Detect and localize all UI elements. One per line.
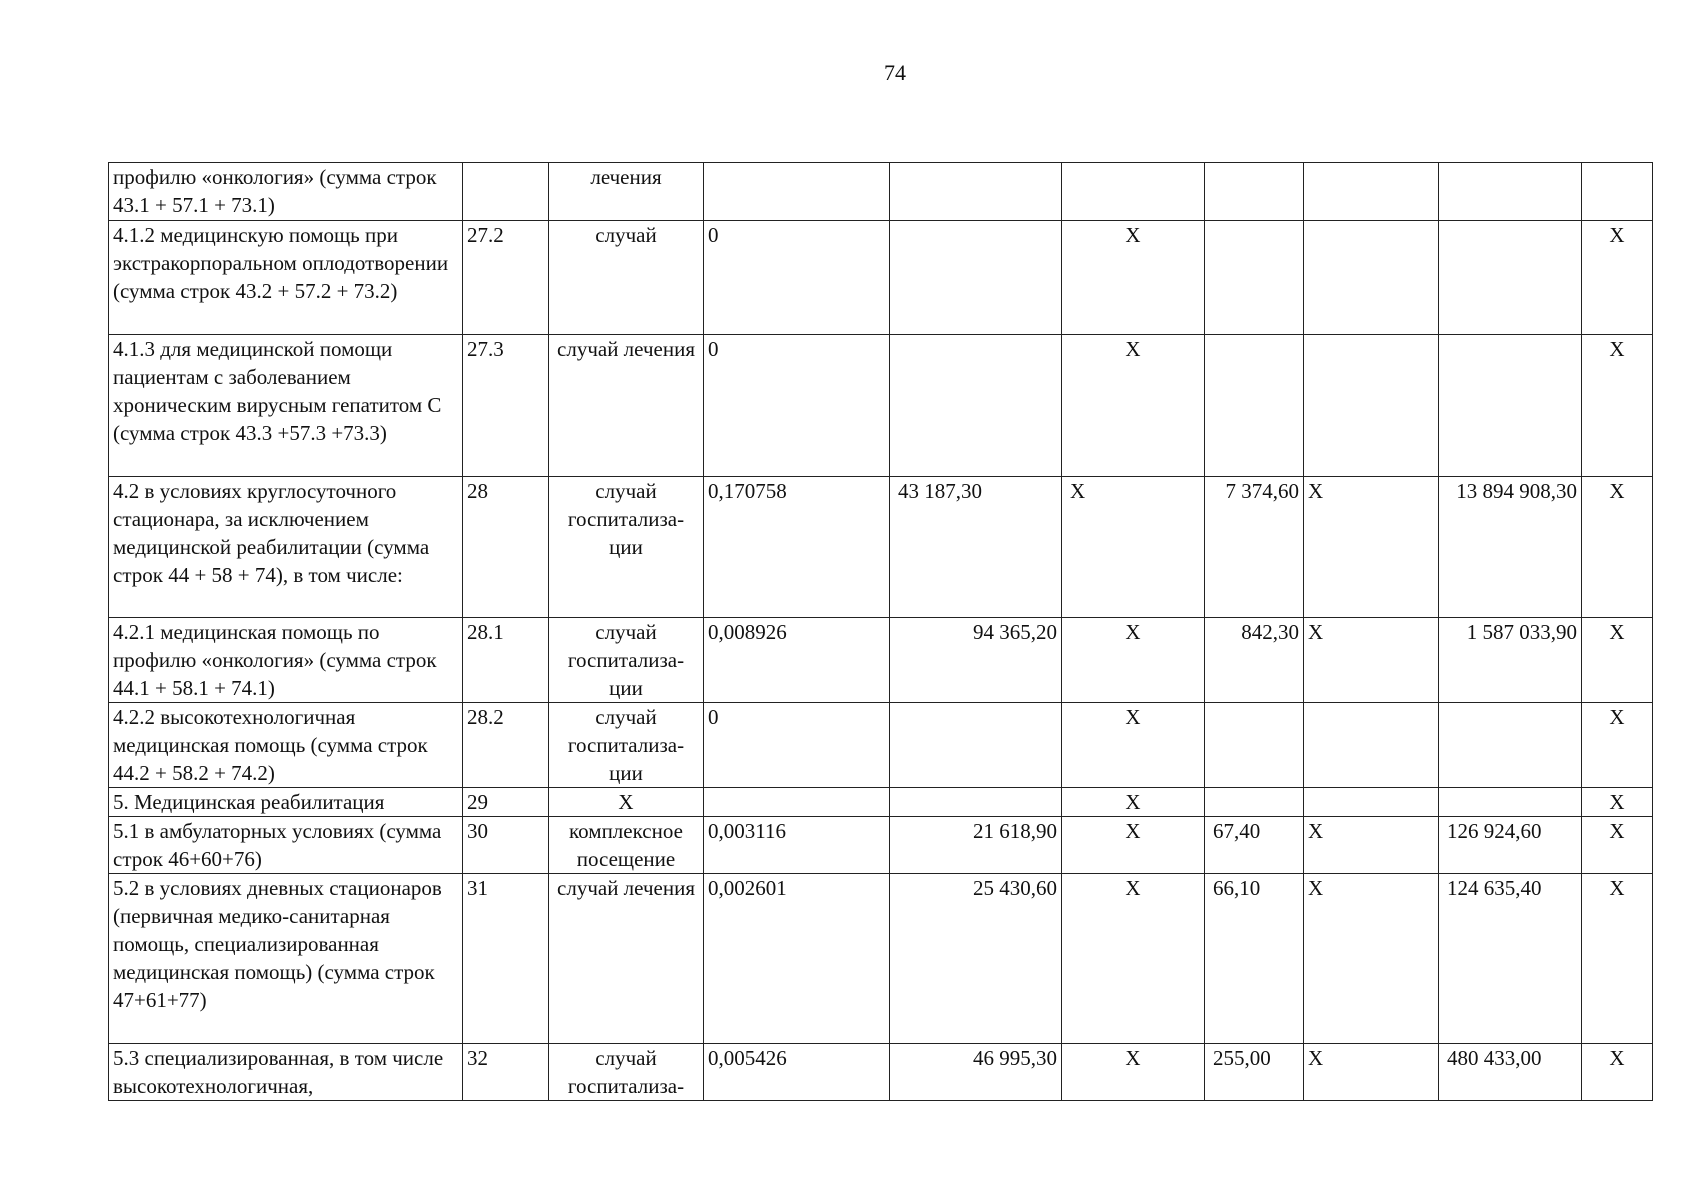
cell-unit: случай лечения <box>549 335 704 477</box>
cell-col8: 124 635,40 <box>1439 874 1582 1044</box>
cell-col3: 0,005426 <box>704 1044 890 1101</box>
cell-name: 4.1.2 медицинскую помощь при экстракорпоральном оплодотворении (сумма строк 43.2 + 57.2 + 73.2) <box>109 221 463 335</box>
cell-unit: случай лечения <box>549 874 704 1044</box>
cell-col6 <box>1205 163 1304 221</box>
cell-row-number: 28.2 <box>463 703 549 788</box>
cell-row-number <box>463 163 549 221</box>
cell-col9: Х <box>1582 1044 1653 1101</box>
cell-col4 <box>890 335 1062 477</box>
table-row <box>109 703 1653 788</box>
cell-col4: 46 995,30 <box>890 1044 1062 1101</box>
cell-name: 5.1 в амбулаторных условиях (сумма строк 46+60+76) <box>109 817 463 874</box>
cell-col6: 66,10 <box>1205 874 1304 1044</box>
cell-col5: Х <box>1062 817 1205 874</box>
cell-col4: 43 187,30 <box>890 477 1062 618</box>
cell-col7: Х <box>1304 618 1439 703</box>
cell-row-number: 30 <box>463 817 549 874</box>
table-row <box>109 335 1653 477</box>
cell-col3 <box>704 163 890 221</box>
cell-col9: Х <box>1582 874 1653 1044</box>
cell-col6 <box>1205 788 1304 817</box>
cell-col6: 67,40 <box>1205 817 1304 874</box>
cell-col8: 126 924,60 <box>1439 817 1582 874</box>
page-number: 74 <box>884 60 906 85</box>
cell-unit: комплексное посещение <box>549 817 704 874</box>
cell-col5: Х <box>1062 477 1205 618</box>
cell-col7 <box>1304 221 1439 335</box>
table-row <box>109 788 1653 817</box>
cell-col5: Х <box>1062 703 1205 788</box>
cell-col6: 842,30 <box>1205 618 1304 703</box>
cell-col6: 255,00 <box>1205 1044 1304 1101</box>
cell-col5: Х <box>1062 874 1205 1044</box>
cell-col9: Х <box>1582 703 1653 788</box>
table-row <box>109 1044 1653 1101</box>
cell-col4: 25 430,60 <box>890 874 1062 1044</box>
cell-col8: 13 894 908,30 <box>1439 477 1582 618</box>
cell-col3: 0 <box>704 221 890 335</box>
cell-col5: Х <box>1062 335 1205 477</box>
cell-col8 <box>1439 163 1582 221</box>
cell-row-number: 28 <box>463 477 549 618</box>
cell-col9: Х <box>1582 817 1653 874</box>
cell-name: 5.2 в условиях дневных стационаров (первичная медико-санитарная помощь, специализированная медицинская помощь) (сумма строк 47+61+77) <box>109 874 463 1044</box>
cell-name: 5. Медицинская реабилитация <box>109 788 463 817</box>
cell-col7: Х <box>1304 874 1439 1044</box>
cell-row-number: 28.1 <box>463 618 549 703</box>
cell-row-number: 27.3 <box>463 335 549 477</box>
cell-col4 <box>890 703 1062 788</box>
cell-col7: Х <box>1304 817 1439 874</box>
cell-col7 <box>1304 335 1439 477</box>
cell-unit: лечения <box>549 163 704 221</box>
cell-col8 <box>1439 221 1582 335</box>
cell-col5: Х <box>1062 221 1205 335</box>
cell-col3: 0,008926 <box>704 618 890 703</box>
cell-col5: Х <box>1062 1044 1205 1101</box>
cell-col6 <box>1205 703 1304 788</box>
cell-col3: 0,002601 <box>704 874 890 1044</box>
cell-col7: Х <box>1304 1044 1439 1101</box>
cell-col4 <box>890 163 1062 221</box>
cell-unit: Х <box>549 788 704 817</box>
table-row <box>109 874 1653 1044</box>
cell-name: 4.2.2 высокотехнологичная медицинская помощь (сумма строк 44.2 + 58.2 + 74.2) <box>109 703 463 788</box>
table-row <box>109 817 1653 874</box>
cell-unit: случай госпитализа-ции <box>549 703 704 788</box>
cell-col5: Х <box>1062 788 1205 817</box>
cell-unit: случай <box>549 221 704 335</box>
cell-col7: Х <box>1304 477 1439 618</box>
cell-name: 4.2.1 медицинская помощь по профилю «онкология» (сумма строк 44.1 + 58.1 + 74.1) <box>109 618 463 703</box>
cell-unit: случай госпитализа- <box>549 1044 704 1101</box>
cell-col8 <box>1439 703 1582 788</box>
cell-col9: Х <box>1582 618 1653 703</box>
cell-row-number: 27.2 <box>463 221 549 335</box>
cell-col4: 21 618,90 <box>890 817 1062 874</box>
cell-name: 4.1.3 для медицинской помощи пациентам с заболеванием хроническим вирусным гепатитом С (сумма строк 43.3 +57.3 +73.3) <box>109 335 463 477</box>
cell-col8 <box>1439 788 1582 817</box>
cell-name: профилю «онкология» (сумма строк 43.1 + 57.1 + 73.1) <box>109 163 463 221</box>
cell-col3: 0,003116 <box>704 817 890 874</box>
cell-row-number: 31 <box>463 874 549 1044</box>
cell-col8: 1 587 033,90 <box>1439 618 1582 703</box>
table-row <box>109 221 1653 335</box>
cell-unit: случай госпитализа-ции <box>549 477 704 618</box>
cell-col8 <box>1439 335 1582 477</box>
cell-unit: случай госпитализа-ции <box>549 618 704 703</box>
cell-col5: Х <box>1062 618 1205 703</box>
cell-col3 <box>704 788 890 817</box>
cell-col3: 0 <box>704 703 890 788</box>
cell-col3: 0,170758 <box>704 477 890 618</box>
cell-row-number: 32 <box>463 1044 549 1101</box>
cell-col4 <box>890 788 1062 817</box>
cell-col7 <box>1304 163 1439 221</box>
data-table <box>108 162 1653 1101</box>
cell-col9: Х <box>1582 477 1653 618</box>
cell-name: 5.3 специализированная, в том числе высокотехнологичная, <box>109 1044 463 1101</box>
cell-col9: Х <box>1582 788 1653 817</box>
cell-col6 <box>1205 335 1304 477</box>
cell-col8: 480 433,00 <box>1439 1044 1582 1101</box>
cell-col5 <box>1062 163 1205 221</box>
cell-name: 4.2 в условиях круглосуточного стационара, за исключением медицинской реабилитации (сумма строк 44 + 58 + 74), в том числе: <box>109 477 463 618</box>
cell-row-number: 29 <box>463 788 549 817</box>
cell-col4 <box>890 221 1062 335</box>
table-row <box>109 477 1653 618</box>
cell-col9 <box>1582 163 1653 221</box>
cell-col6: 7 374,60 <box>1205 477 1304 618</box>
cell-col3: 0 <box>704 335 890 477</box>
cell-col9: Х <box>1582 335 1653 477</box>
cell-col4: 94 365,20 <box>890 618 1062 703</box>
cell-col7 <box>1304 788 1439 817</box>
cell-col6 <box>1205 221 1304 335</box>
table-row <box>109 618 1653 703</box>
table-row <box>109 163 1653 221</box>
cell-col7 <box>1304 703 1439 788</box>
cell-col9: Х <box>1582 221 1653 335</box>
